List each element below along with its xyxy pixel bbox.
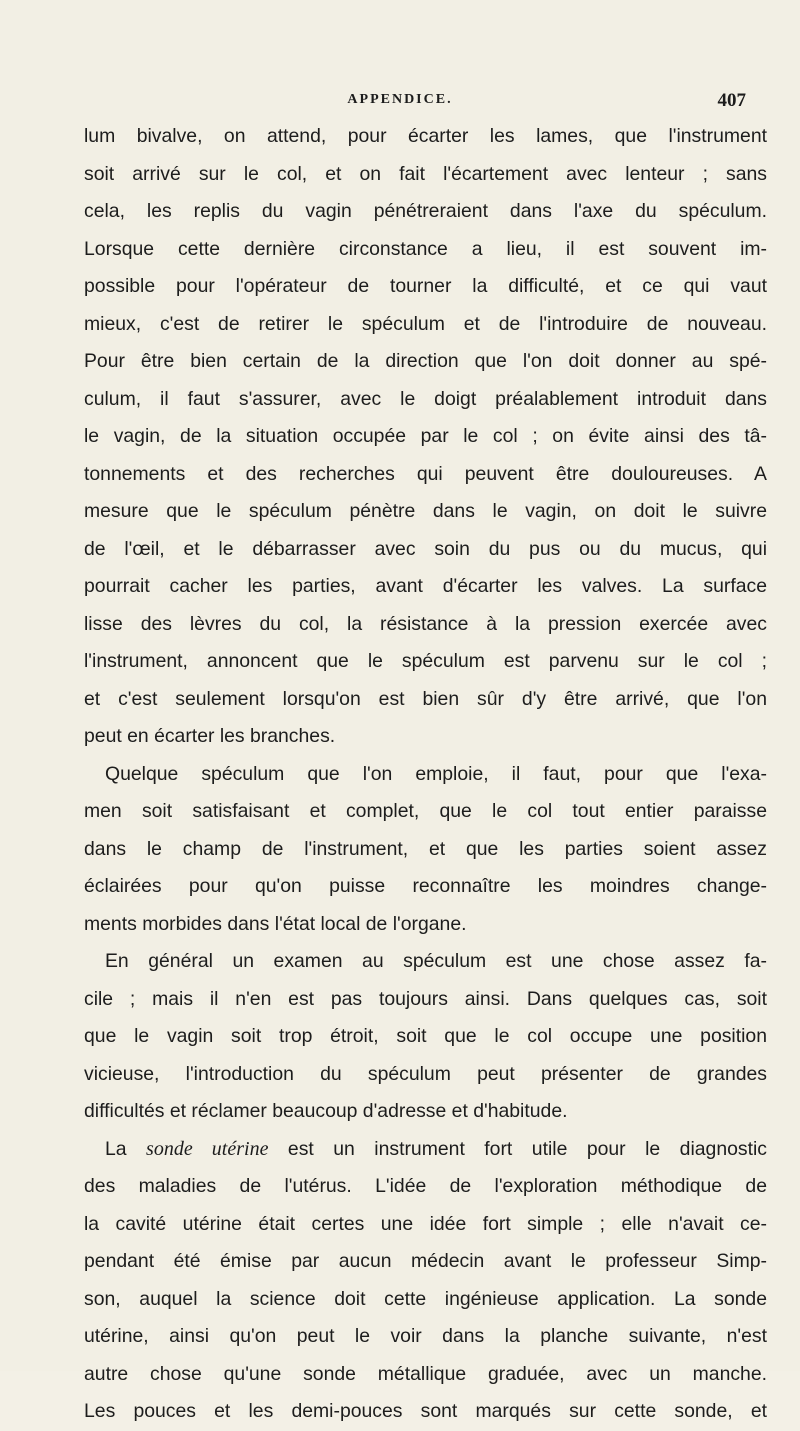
italic-term: sonde utérine (146, 1137, 269, 1160)
text-line: Pour être bien certain de la direction que l'on doit donner au spé- (84, 350, 767, 372)
text-line: Quelque spéculum que l'on emploie, il faut, pour que l'exa- (105, 762, 767, 785)
text-line: Lorsque cette dernière circonstance a lieu, il est souvent im- (84, 237, 767, 260)
text-line: vicieuse, l'introduction du spéculum peut présenter de grandes (84, 1062, 767, 1085)
text-line: de l'œil, et le débarrasser avec soin du pus ou du mucus, qui (84, 537, 767, 560)
paragraph-2 (84, 756, 767, 944)
text-line: peut en écarter les branches. (84, 725, 336, 747)
text-line: l'instrument, annoncent que le spéculum est parvenu sur le col ; (84, 650, 767, 672)
text-fragment: est un instrument fort utile pour le diagnostic (268, 1137, 767, 1160)
text-line: En général un examen au spéculum est une chose assez fa- (105, 950, 767, 972)
text-line: soit arrivé sur le col, et on fait l'écartement avec lenteur ; sans (84, 162, 767, 185)
paragraph-4 (84, 1131, 767, 1431)
text-line: ments morbides dans l'état local de l'organe. (84, 912, 467, 935)
text-line: lum bivalve, on attend, pour écarter les lames, que l'instrument (84, 125, 767, 147)
text-line: dans le champ de l'instrument, et que les parties soient assez (84, 837, 767, 860)
text-line: cile ; mais il n'en est pas toujours ainsi. Dans quelques cas, soit (84, 987, 767, 1010)
text-line: éclairées pour qu'on puisse reconnaître les moindres change- (84, 875, 767, 897)
text-line: et c'est seulement lorsqu'on est bien sûr d'y être arrivé, que l'on (84, 687, 767, 710)
text-line: que le vagin soit trop étroit, soit que le col occupe une position (84, 1025, 767, 1047)
text-line: mesure que le spéculum pénètre dans le vagin, on doit le suivre (84, 500, 767, 522)
text-line: cela, les replis du vagin pénétreraient dans l'axe du spéculum. (84, 200, 767, 222)
text-line: possible pour l'opérateur de tourner la difficulté, et ce qui vaut (84, 275, 767, 297)
page-header (0, 92, 800, 116)
text-line: son, auquel la science doit cette ingénieuse application. La sonde (84, 1287, 767, 1310)
text-line: pendant été émise par aucun médecin avant le professeur Simp- (84, 1250, 767, 1272)
text-line: le vagin, de la situation occupée par le col ; on évite ainsi des tâ- (84, 425, 767, 447)
text-line: culum, il faut s'assurer, avec le doigt préalablement introduit dans (84, 387, 767, 410)
text-line: la cavité utérine était certes une idée fort simple ; elle n'avait ce- (84, 1212, 767, 1235)
text-fragment: La (105, 1137, 147, 1160)
text-line: mieux, c'est de retirer le spéculum et de l'introduire de nouveau. (84, 312, 767, 335)
text-line: tonnements et des recherches qui peuvent être douloureuses. A (84, 462, 767, 485)
text-line: des maladies de l'utérus. L'idée de l'exploration méthodique de (84, 1175, 767, 1197)
text-line: autre chose qu'une sonde métallique graduée, avec un manche. (84, 1362, 767, 1385)
text-line: men soit satisfaisant et complet, que le col tout entier paraisse (84, 800, 767, 822)
text-line: lisse des lèvres du col, la résistance à la pression exercée avec (84, 612, 767, 635)
running-head: APPENDICE. (347, 92, 453, 107)
text-line (84, 1131, 767, 1169)
paragraph-1 (84, 118, 767, 756)
paragraph-3 (84, 943, 767, 1131)
body-text (84, 118, 767, 1431)
text-line: difficultés et réclamer beaucoup d'adresse et d'habitude. (84, 1100, 568, 1122)
text-line: utérine, ainsi qu'on peut le voir dans la planche suivante, n'est (84, 1325, 767, 1347)
text-line: pourrait cacher les parties, avant d'écarter les valves. La surface (84, 575, 767, 597)
page-number: 407 (717, 90, 746, 111)
text-line: Les pouces et les demi-pouces sont marqués sur cette sonde, et (84, 1400, 767, 1422)
